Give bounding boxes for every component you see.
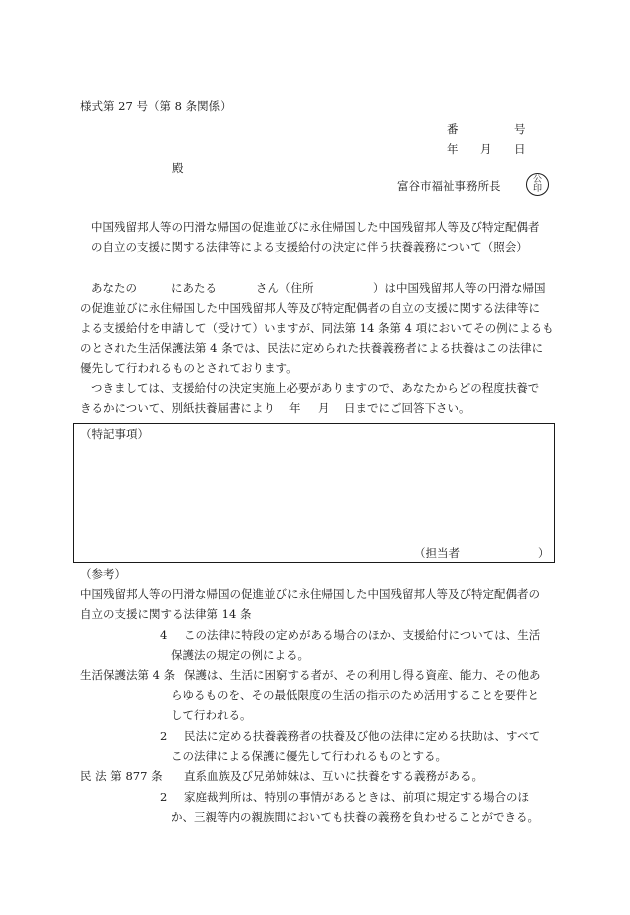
minpo-item2-line1: 家庭裁判所は、特別の事情があるときは、前項に規定する場合のほ (184, 790, 529, 804)
article14-line2: 保護法の規定の例による。 (171, 648, 309, 662)
special-notes-title: （特記事項） (80, 427, 149, 441)
seiho-line1: 保護は、生活に困窮する者が、その利用し得る資産、能力、その他あ (184, 668, 541, 682)
body-p1-line1-b: にあたる (171, 281, 217, 295)
person-in-charge-close: ） (538, 546, 550, 560)
day-label: 日 (514, 142, 526, 156)
reference-law-line2: 自立の支援に関する法律第 14 条 (80, 607, 252, 621)
seal-bottom-char: 印 (532, 184, 542, 194)
body-p1-line1-c: さん（住所 (256, 281, 314, 295)
recipient-suffix: 殿 (172, 161, 184, 175)
number-suffix-label: 号 (514, 122, 526, 136)
seiho-item2-line1: 民法に定める扶養義務者の扶養及び他の法律に定める扶助は、すべて (184, 729, 541, 743)
minpo-item2-number: 2 (160, 790, 168, 804)
year-label: 年 (447, 142, 459, 156)
seal-top-char: 公 (532, 175, 542, 185)
special-notes-box (73, 423, 555, 563)
body-p2-line1: つきましては、支援給付の決定実施上必要がありますので、あなたからどの程度扶養で (91, 381, 540, 395)
number-label: 番 (447, 122, 459, 136)
form-number: 様式第 27 号（第 8 条関係） (80, 99, 232, 113)
seiho-line3: して行われる。 (171, 708, 252, 722)
body-p1-line4: のとされた生活保護法第 4 条では、民法に定められた扶養義務者による扶養はこの法律に (80, 341, 544, 355)
seiho-item2-number: 2 (160, 729, 168, 743)
seiho-line2: らゆるものを、その最低限度の生活の指示のため活用することを要件と (171, 688, 539, 702)
minpo-line1: 直系血族及び兄弟姉妹は、互いに扶養をする義務がある。 (184, 769, 483, 783)
minpo-article-label: 民 法 第 877 条 (80, 769, 163, 783)
title-line-2: の自立の支援に関する法律等による支援給付の決定に伴う扶養義務について（照会） (91, 240, 528, 254)
body-p2-line2-month: 月 (318, 401, 330, 415)
month-label: 月 (480, 142, 492, 156)
article14-line1: この法律に特段の定めがある場合のほか、支援給付については、生活 (184, 628, 541, 642)
body-p1-line5: 優先して行われるものとされております。 (80, 361, 298, 375)
person-in-charge-label: （担当者 (414, 546, 460, 560)
title-line-1: 中国残留邦人等の円滑な帰国の促進並びに永住帰国した中国残留邦人等及び特定配偶者 (91, 220, 540, 234)
reference-law-line1: 中国残留邦人等の円滑な帰国の促進並びに永住帰国した中国残留邦人等及び特定配偶者の (80, 587, 540, 601)
minpo-item2-line2: か、三親等内の親族間においても扶養の義務を負わせることができる。 (171, 810, 539, 824)
seiho-article-label: 生活保護法第 4 条 (80, 668, 176, 682)
body-p2-line2-day: 日までにご回答下さい。 (344, 401, 471, 415)
body-p1-line3: よる支援給付を申請して（受けて）いますが、同法第 14 条第 4 項においてその例によるも (80, 321, 554, 335)
body-p2-line2-a: きるかについて、別紙扶養届書により (80, 401, 276, 415)
body-p1-line1-a: あなたの (91, 281, 137, 295)
body-p2-line2-year: 年 (289, 401, 301, 415)
body-p1-line1-d: ）は中国残留邦人等の円滑な帰国 (373, 281, 546, 295)
seiho-item2-line2: この法律による保護に優先して行われるものとする。 (171, 749, 447, 763)
issuer-name: 富谷市福祉事務所長 (397, 179, 501, 193)
body-p1-line2: の促進並びに永住帰国した中国残留邦人等及び特定配偶者の自立の支援に関する法律等に (80, 301, 540, 315)
article14-item-number: 4 (160, 628, 168, 642)
seal-stamp (526, 173, 549, 196)
reference-heading: （参考） (80, 567, 126, 581)
